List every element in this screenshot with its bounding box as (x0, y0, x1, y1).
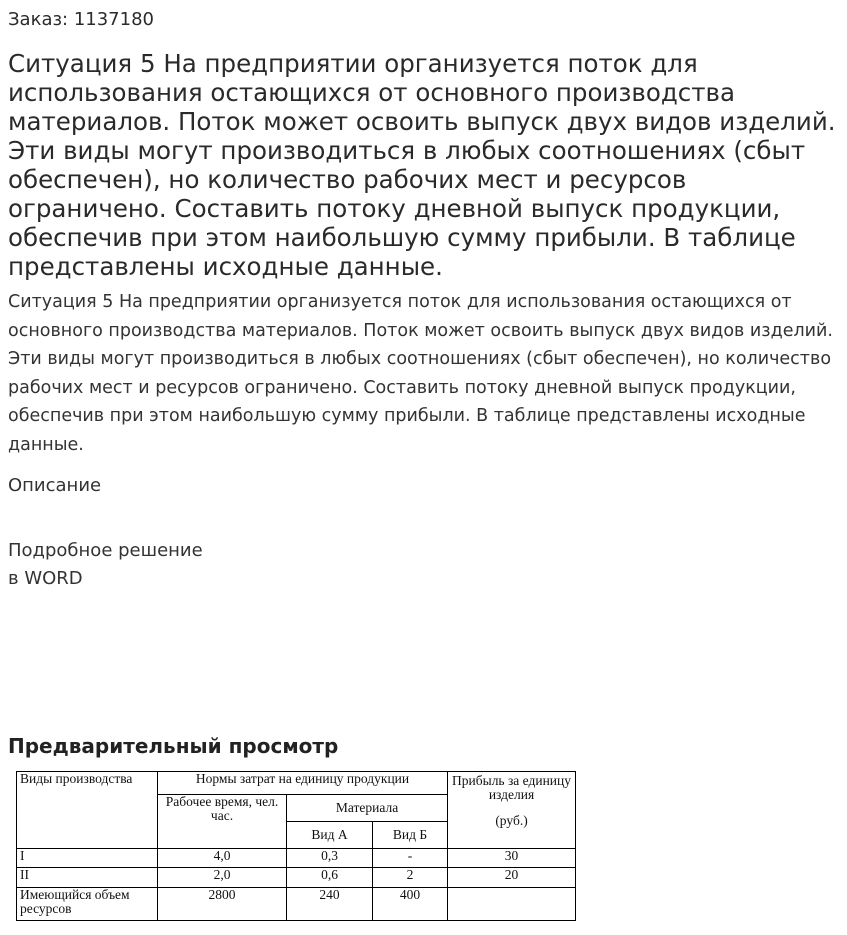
data-table (16, 771, 576, 921)
row-material-a: 240 (287, 888, 373, 921)
row-material-b: 400 (373, 888, 448, 921)
row-time: 2800 (158, 888, 287, 921)
header-materials: Материала (287, 795, 448, 822)
row-name: I (17, 849, 158, 868)
header-norms: Нормы затрат на единицу продукции (158, 772, 448, 795)
row-profit (448, 888, 576, 921)
solution-details (8, 537, 203, 593)
preview-title: Предварительный просмотр (8, 734, 339, 758)
header-type-a: Вид А (287, 822, 373, 849)
task-heading: Ситуация 5 На предприятии организуется поток для использования остающихся от основного производства материалов. Поток может освоить выпуск двух видов изделий. Эти виды могут производиться в любых соотношениях (сбыт обеспечен), но количество рабочих мест и ресурсов ограничено. Составить потоку дневной выпуск продукции, обеспечив при этом наибольшую сумму прибыли. В таблице представлены исходные данные. (8, 49, 836, 281)
solution-format-line: в WORD (8, 568, 83, 589)
row-profit: 20 (448, 868, 576, 888)
row-material-a: 0,6 (287, 868, 373, 888)
table-row (17, 888, 576, 921)
row-name: Имеющийся объем ресурсов (17, 888, 158, 921)
preview-image (16, 771, 576, 924)
task-text: Ситуация 5 На предприятии организуется поток для использования остающихся от основного производства материалов. Поток может освоить выпуск двух видов изделий. Эти виды могут производиться в любых соотношениях (сбыт обеспечен), но количество рабочих мест и ресурсов ограничено. Составить потоку дневной выпуск продукции, обеспечив при этом наибольшую сумму прибыли. В таблице представлены исходные данные. (8, 292, 833, 455)
row-material-a: 0,3 (287, 849, 373, 868)
header-type-b: Вид Б (373, 822, 448, 849)
row-time: 4,0 (158, 849, 287, 868)
header-types: Виды производства (17, 772, 158, 849)
order-number: Заказ: 1137180 (8, 9, 154, 30)
row-material-b: 2 (373, 868, 448, 888)
header-profit-label: Прибыль за единицу изделия (452, 773, 571, 802)
header-profit (448, 772, 576, 849)
row-time: 2,0 (158, 868, 287, 888)
header-worktime: Рабочее время, чел. час. (158, 795, 287, 849)
row-profit: 30 (448, 849, 576, 868)
row-material-b: - (373, 849, 448, 868)
table-row (17, 868, 576, 888)
table-row (17, 849, 576, 868)
solution-detail-line: Подробное решение (8, 540, 203, 561)
row-name: II (17, 868, 158, 888)
header-profit-unit: (руб.) (495, 813, 528, 828)
description-label: Описание (8, 475, 102, 496)
